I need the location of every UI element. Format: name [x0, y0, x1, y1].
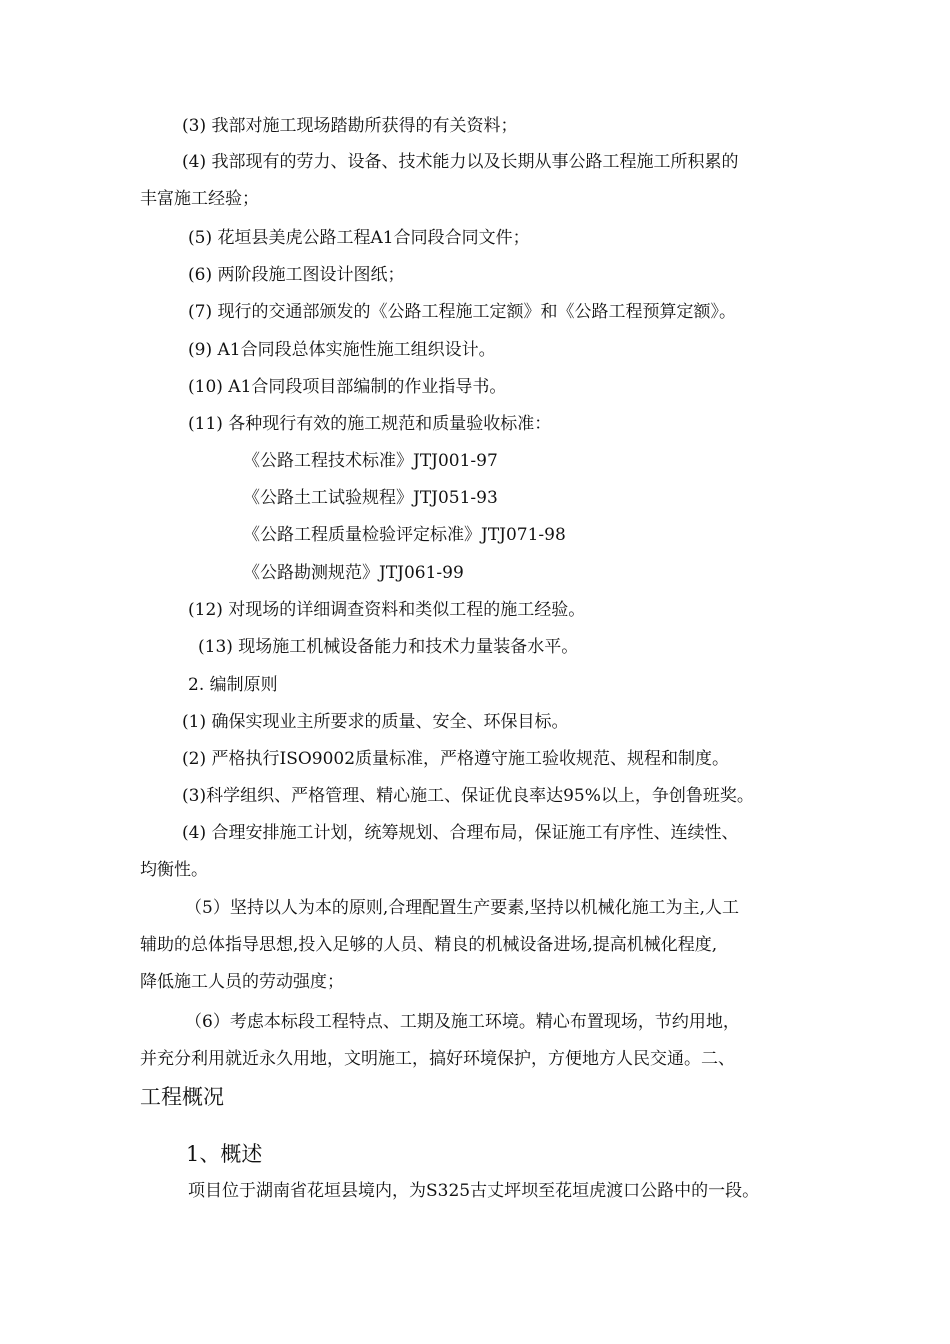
text-line: (1) 确保实现业主所要求的质量、安全、环保目标。 — [182, 712, 569, 732]
text-line: (7) 现行的交通部颁发的《公路工程施工定额》和《公路工程预算定额》。 — [188, 302, 736, 322]
text-line: (9) A1合同段总体实施性施工组织设计。 — [188, 340, 496, 360]
text-line: (13) 现场施工机械设备能力和技术力量装备水平。 — [198, 637, 579, 657]
standard-item: 《公路土工试验规程》JTJ051-93 — [243, 488, 498, 508]
text-line: 项目位于湖南省花垣县境内，为S325古丈坪坝至花垣虎渡口公路中的一段。 — [188, 1181, 760, 1201]
text-line: (11) 各种现行有效的施工规范和质量验收标准： — [188, 414, 552, 434]
text-line: 降低施工人员的劳动强度； — [140, 972, 344, 992]
text-line: (3)科学组织、严格管理、精心施工、保证优良率达95%以上，争创鲁班奖。 — [182, 786, 754, 806]
standard-item: 《公路工程质量检验评定标准》JTJ071-98 — [243, 525, 566, 545]
text-line: （6）考虑本标段工程特点、工期及施工环境。精心布置现场，节约用地， — [185, 1012, 740, 1032]
text-line: (5) 花垣县美虎公路工程A1合同段合同文件； — [188, 228, 530, 248]
text-line: 丰富施工经验； — [140, 189, 259, 209]
text-line: (4) 合理安排施工计划，统筹规划、合理布局，保证施工有序性、连续性、 — [182, 823, 739, 843]
text-line: 并充分利用就近永久用地，文明施工，搞好环境保护，方便地方人民交通。二、 — [140, 1049, 735, 1069]
standard-item: 《公路勘测规范》JTJ061-99 — [243, 563, 464, 583]
text-line: (3) 我部对施工现场踏勘所获得的有关资料； — [182, 116, 518, 136]
text-line: 辅助的总体指导思想,投入足够的人员、精良的机械设备进场,提高机械化程度, — [140, 935, 718, 955]
text-line: (10) A1合同段项目部编制的作业指导书。 — [188, 377, 507, 397]
text-line: (12) 对现场的详细调查资料和类似工程的施工经验。 — [188, 600, 586, 620]
text-line: (6) 两阶段施工图设计图纸； — [188, 265, 405, 285]
section-heading: 1、概述 — [186, 1142, 263, 1166]
standard-item: 《公路工程技术标准》JTJ001-97 — [243, 451, 498, 471]
text-line: (2) 严格执行ISO9002质量标准，严格遵守施工验收规范、规程和制度。 — [182, 749, 730, 769]
text-line: （5）坚持以人为本的原则,合理配置生产要素,坚持以机械化施工为主,人工 — [185, 898, 740, 918]
text-line: (4) 我部现有的劳力、设备、技术能力以及长期从事公路工程施工所积累的 — [182, 152, 739, 172]
section-heading: 2. 编制原则 — [188, 675, 278, 695]
text-line: 均衡性。 — [140, 860, 208, 880]
chapter-heading: 工程概况 — [140, 1085, 224, 1109]
